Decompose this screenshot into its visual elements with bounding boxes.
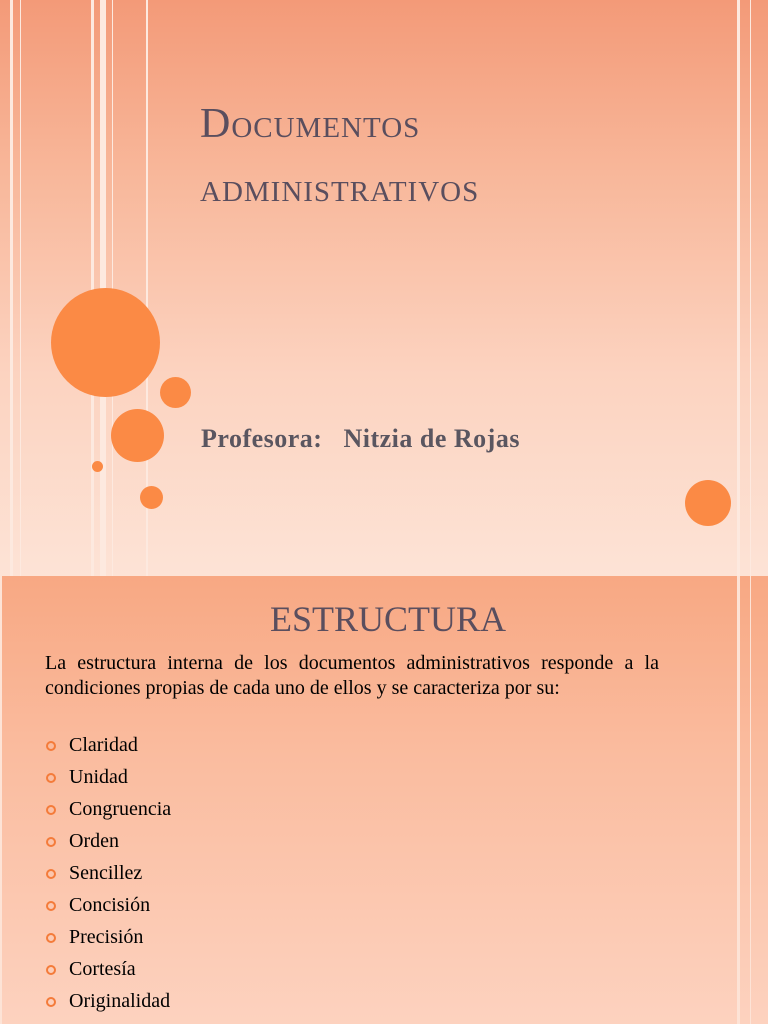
decor-line <box>737 576 740 1024</box>
list-item: Cortesía <box>45 953 171 985</box>
decor-line <box>0 576 2 1024</box>
list-item: Originalidad <box>45 985 171 1017</box>
slide-heading: ESTRUCTURA <box>269 599 507 639</box>
teacher-name: Nitzia de Rojas <box>343 424 520 453</box>
teacher-label: Profesora: <box>201 424 323 453</box>
characteristics-list <box>45 729 171 1017</box>
decor-circle <box>160 377 191 408</box>
bullet-circle-icon <box>46 997 56 1007</box>
decor-circle-large <box>51 288 160 397</box>
bullet-circle-icon <box>46 805 56 815</box>
decor-line <box>91 0 94 576</box>
decor-line <box>750 0 751 576</box>
decor-circle <box>111 409 164 462</box>
bullet-circle-icon <box>46 869 56 879</box>
bullet-circle-icon <box>46 837 56 847</box>
decor-circle-small <box>92 461 103 472</box>
bullet-circle-icon <box>46 965 56 975</box>
bullet-circle-icon <box>46 741 56 751</box>
slide-title-heading <box>200 92 720 220</box>
list-item: Congruencia <box>45 793 171 825</box>
title-line-2: administrativos <box>200 165 480 211</box>
list-item: Precisión <box>45 921 171 953</box>
bullet-circle-icon <box>46 773 56 783</box>
decor-line <box>10 0 13 576</box>
decor-circle <box>140 486 163 509</box>
list-item: Claridad <box>45 729 171 761</box>
decor-line <box>20 0 21 576</box>
list-item: Orden <box>45 825 171 857</box>
teacher-line <box>201 424 520 454</box>
list-item: Concisión <box>45 889 171 921</box>
list-item: Unidad <box>45 761 171 793</box>
list-item: Sencillez <box>45 857 171 889</box>
intro-paragraph: La estructura interna de los documentos administrativos responde a la condiciones propias de cada uno de ellos y se caracteriza por su: <box>45 652 659 699</box>
bullet-circle-icon <box>46 901 56 911</box>
slide-structure <box>0 576 768 1024</box>
decor-line <box>737 0 740 576</box>
decor-circle <box>685 480 731 526</box>
bullet-circle-icon <box>46 933 56 943</box>
title-line-1: Documentos <box>200 101 421 147</box>
decor-line <box>750 576 751 1024</box>
